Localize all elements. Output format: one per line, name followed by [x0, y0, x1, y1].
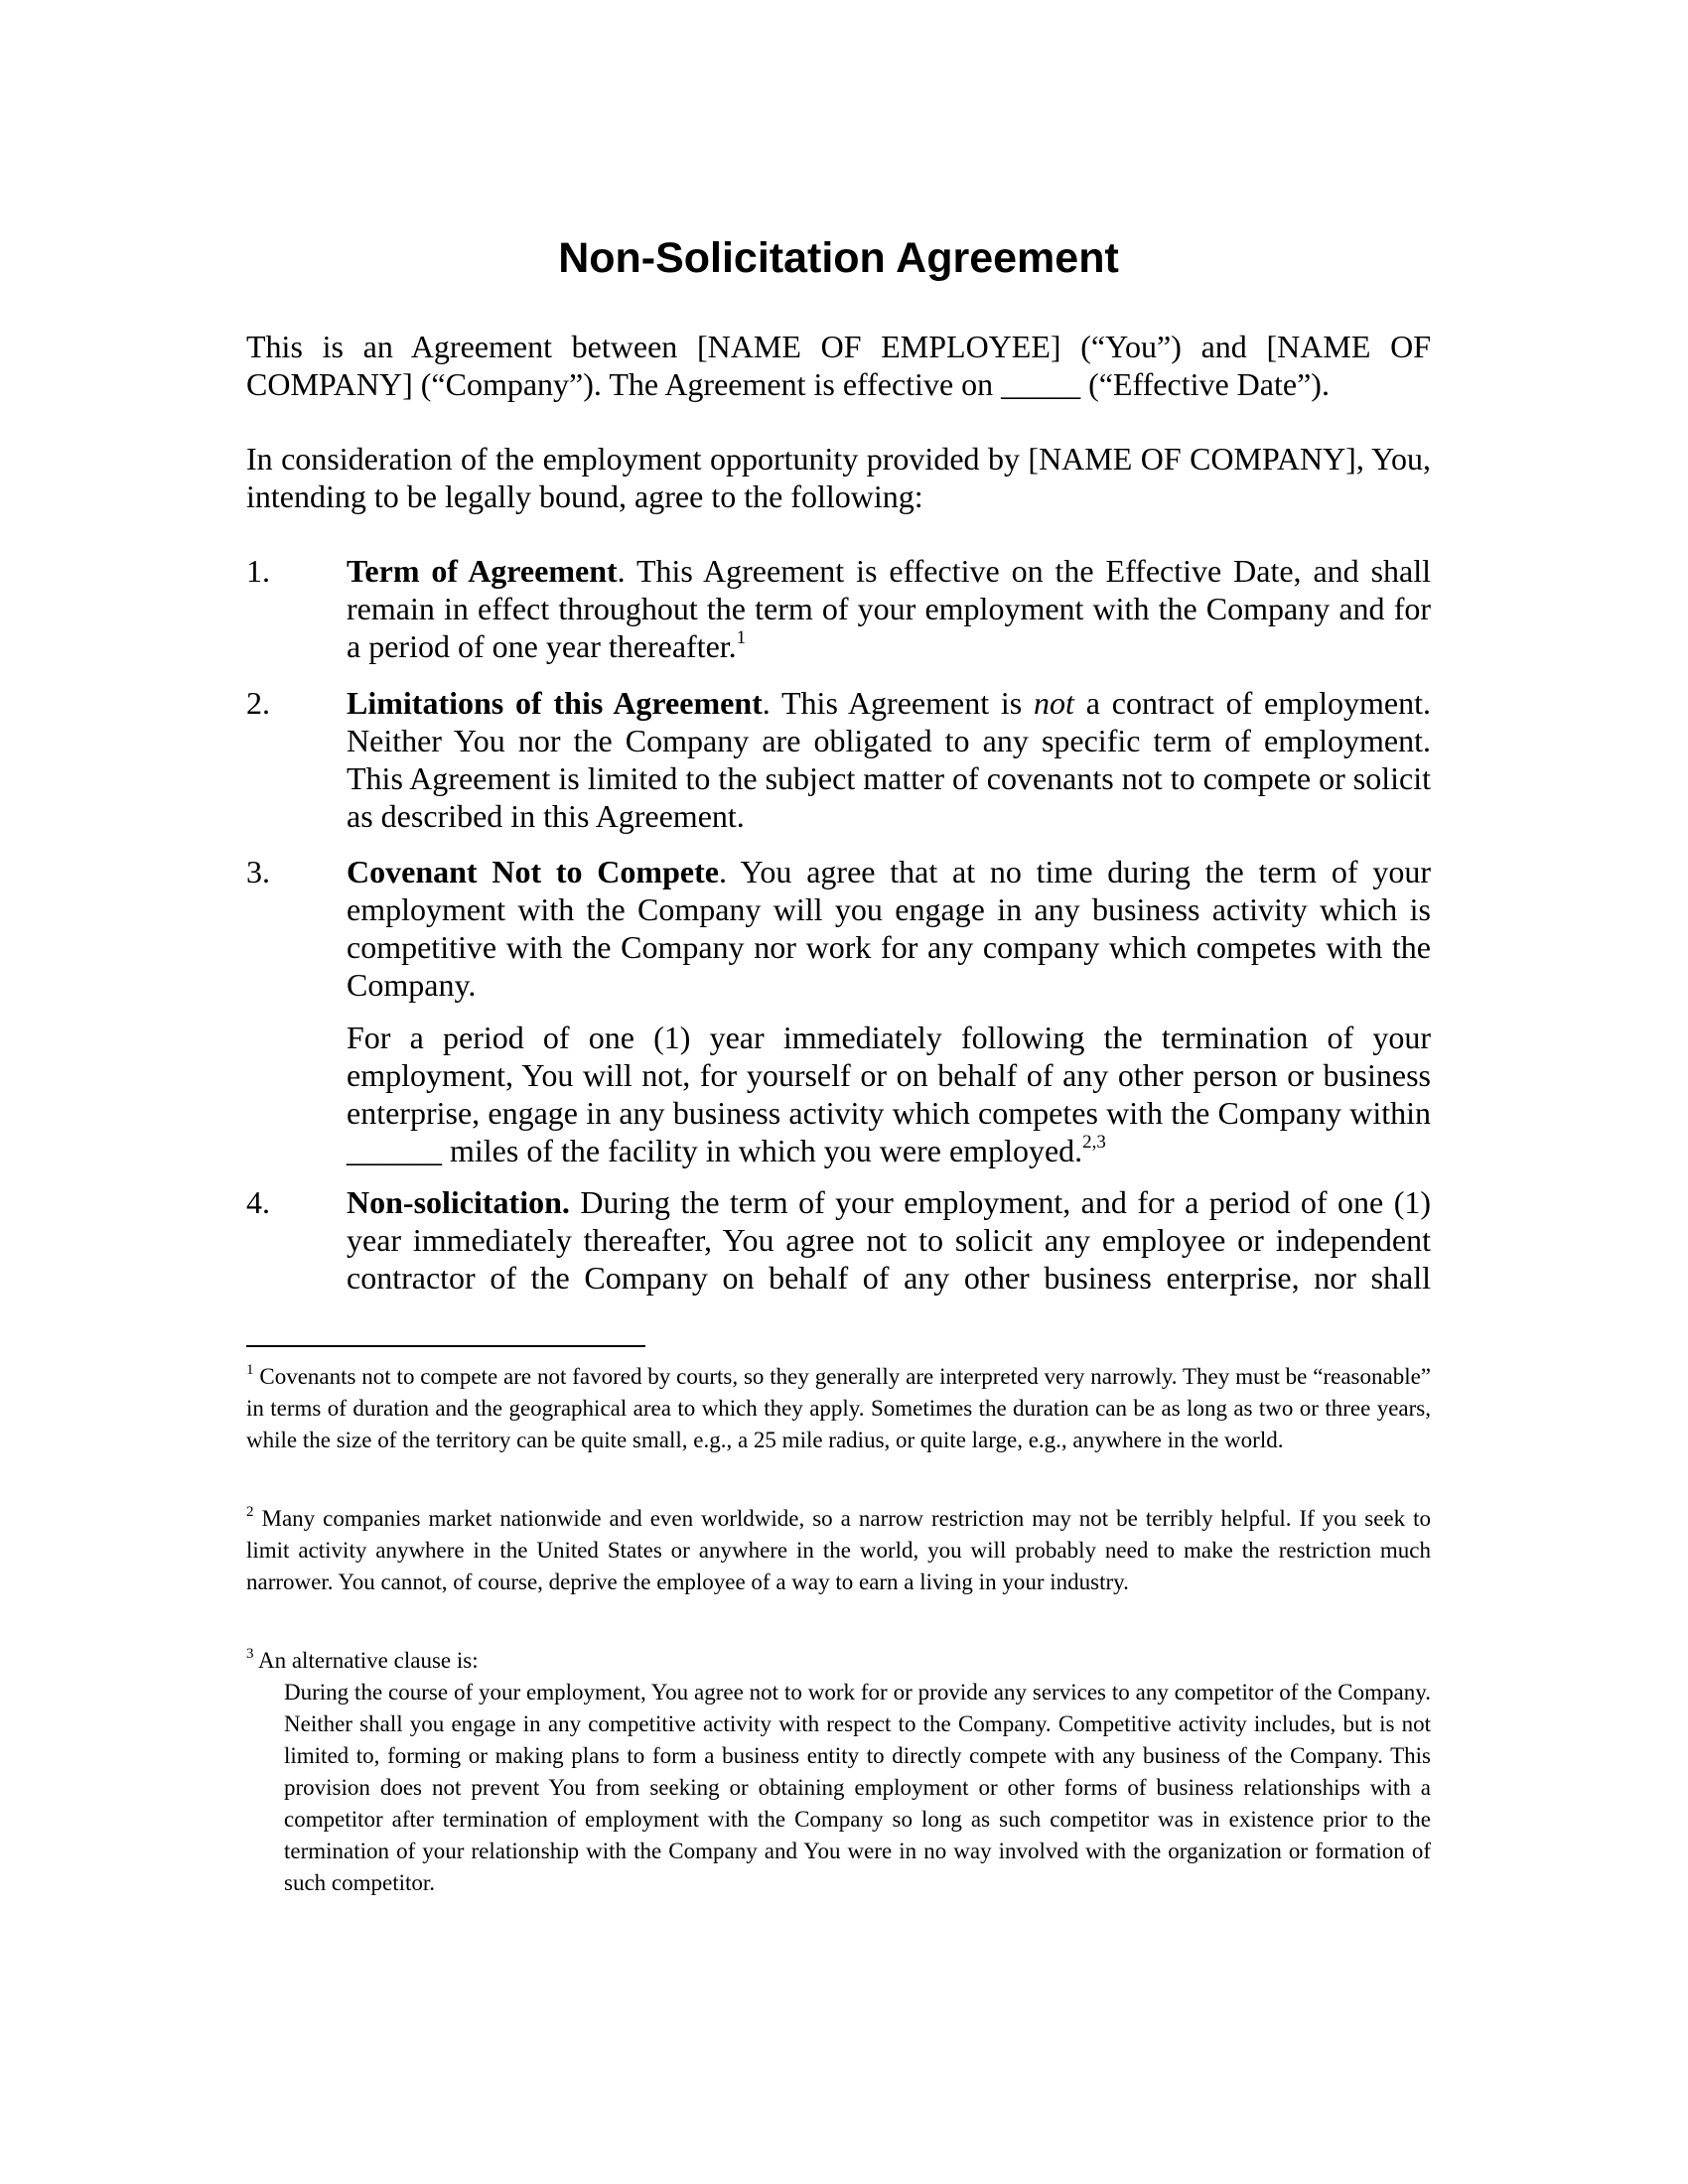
section-text: . You agree that at no time during the term of your employment with the Company will you engage in any business activity which is competitive with the Company nor work for any company which competes with the Company.: [347, 854, 1432, 1003]
footnote-mark: 2: [246, 1504, 254, 1521]
footnote-quote: During the course of your employment, You agree not to work for or provide any services to any competitor of the Company. Neither shall you engage in any competitive activity with respect to the Company. Competitive activity includes, but is not limited to, forming or making plans to form a business entity to directly compete with any business of the Company. This provision does not prevent You from seeking or obtaining employment or other forms of business relationships with a competitor after termination of employment with the Company so long as such competitor was in existence prior to the termination of your relationship with the Company and You were in no way involved with the organization or formation of such competitor.: [284, 1680, 1431, 1895]
footnote-mark: 1: [246, 1362, 254, 1379]
footnote-separator: [246, 1345, 645, 1347]
section-covenant-not-to-compete: [347, 853, 1431, 1004]
intro-paragraph: This is an Agreement between [NAME OF EMPLOYEE] (“You”) and [NAME OF COMPANY] (“Company”). The Agreement is effective on _____ (“Effective Date”).: [246, 329, 1431, 402]
section-number: 1.: [246, 553, 270, 589]
footnote: [246, 1645, 1431, 1677]
section-text: . This Agreement is effective on the Effective Date, and shall remain in effect throughout the term of your employment with the Company and for a period of one year thereafter.: [347, 553, 1432, 664]
footnote-ref: 1: [736, 627, 747, 649]
section-heading: Non-solicitation.: [347, 1184, 570, 1220]
section-term-of-agreement: [347, 552, 1431, 665]
emphasis-text: not: [1034, 685, 1074, 721]
footnote-text: Many companies market nationwide and even worldwide, so a narrow restriction may not be terribly helpful. If you seek to limit activity anywhere in the United States or anywhere in the world, you will probably need to make the restriction much narrower. You cannot, of course, deprive the employee of a way to earn a living in your industry.: [246, 1506, 1431, 1594]
section-limitations: [347, 684, 1431, 835]
footnote-mark: 3: [246, 1646, 254, 1663]
section-continuation-paragraph: [347, 1019, 1431, 1169]
consideration-paragraph: In consideration of the employment opportunity provided by [NAME OF COMPANY], You, intending to be legally bound, agree to the following:: [246, 441, 1431, 514]
footnote-text: An alternative clause is:: [253, 1648, 479, 1673]
section-heading: Limitations of this Agreement: [347, 685, 763, 721]
section-text: During the term of your employment, and for a period of one (1) year immediately thereafter, You agree not to solicit any employee or independent contractor of the Company on behalf of any other business enterprise, nor shall: [347, 1184, 1431, 1296]
section-heading: Term of Agreement: [347, 553, 618, 589]
footnote-ref: 2,3: [1082, 1132, 1106, 1154]
footnote: [246, 1361, 1431, 1456]
section-text: . This Agreement is: [762, 685, 1035, 721]
section-number: 4.: [246, 1184, 270, 1220]
section-text: For a period of one (1) year immediately following the termination of your employment, You will not, for yourself or on behalf of any other person or business enterprise, engage in any business activity which competes with the Company within ______ miles of the facility in which you were employed.: [347, 1020, 1431, 1168]
section-heading: Covenant Not to Compete: [347, 854, 719, 889]
page-title: Non-Solicitation Agreement: [558, 234, 1119, 282]
footnote: [246, 1503, 1431, 1598]
section-text: a contract of employment. Neither You nor the Company are obligated to any specific term of employment. This Agreement is limited to the subject matter of covenants not to compete or solicit as described in this Agreement.: [347, 685, 1432, 834]
footnote-text: Covenants not to compete are not favored by courts, so they generally are interpreted very narrowly. They must be “reasonable” in terms of duration and the geographical area to which they apply. Sometimes the duration can be as long as two or three years, while the size of the territory can be quite small, e.g., a 25 mile radius, or quite large, e.g., anywhere in the world.: [246, 1364, 1431, 1452]
section-number: 3.: [246, 854, 270, 889]
section-number: 2.: [246, 685, 270, 721]
section-non-solicitation: [347, 1183, 1431, 1297]
